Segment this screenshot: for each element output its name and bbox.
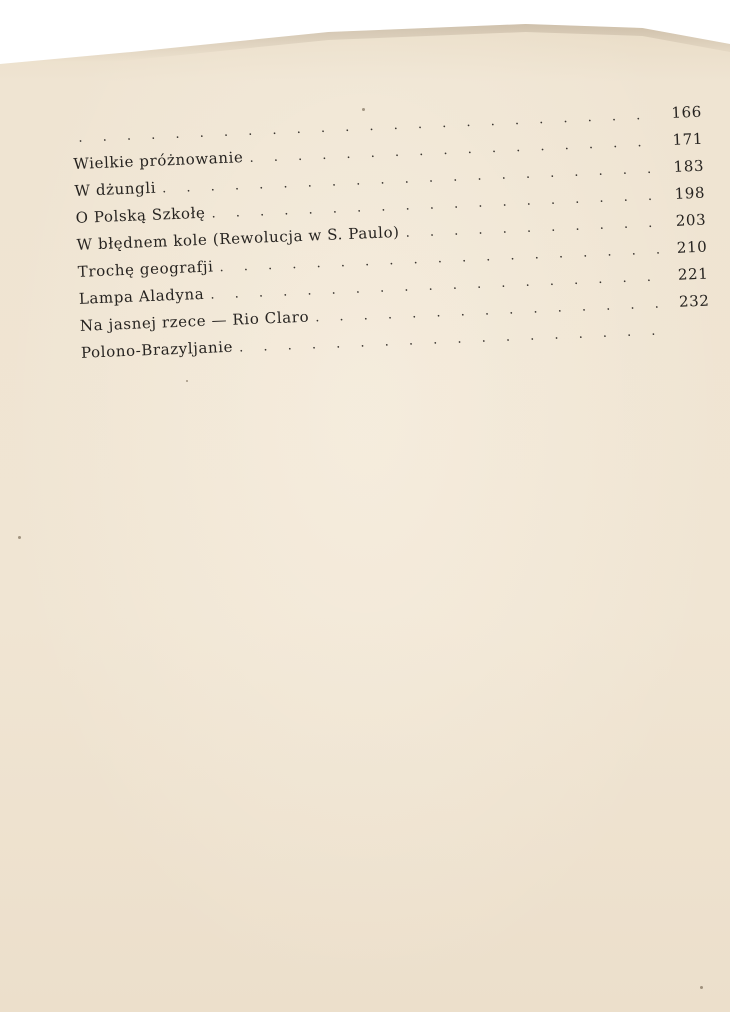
- toc-entry-page: 171: [659, 130, 704, 150]
- toc-entry-page: [667, 333, 711, 335]
- toc-entry-page: 221: [664, 265, 709, 285]
- toc-entry-page: 183: [660, 157, 705, 177]
- toc-entry-page: 210: [663, 238, 708, 258]
- toc-entry-title: O Polską Szkołę: [75, 203, 212, 226]
- toc-entry-title: Trochę geografji: [77, 257, 219, 281]
- toc-entry-title: Polono-Brazyljanie: [81, 337, 240, 361]
- toc-entry-title: W dżungli: [74, 178, 162, 200]
- toc-entry-title: Na jasnej rzece — Rio Claro: [80, 307, 316, 334]
- paper-speck: [18, 536, 21, 539]
- paper-speck: [362, 108, 365, 111]
- toc-entry-page: 198: [661, 184, 706, 204]
- paper-speck: [700, 986, 703, 989]
- table-of-contents: [72, 103, 711, 371]
- toc-entry-title: W błędnem kole (Rewolucja w S. Paulo): [76, 223, 406, 254]
- paper-speck: [186, 380, 188, 382]
- toc-entry-page: 232: [665, 292, 710, 312]
- toc-entry-title: Wielkie próżnowanie: [73, 148, 250, 173]
- toc-entry-page: 203: [662, 211, 707, 231]
- toc-entry-page: 166: [658, 103, 703, 123]
- toc-entry-title: Lampa Aladyna: [79, 285, 211, 308]
